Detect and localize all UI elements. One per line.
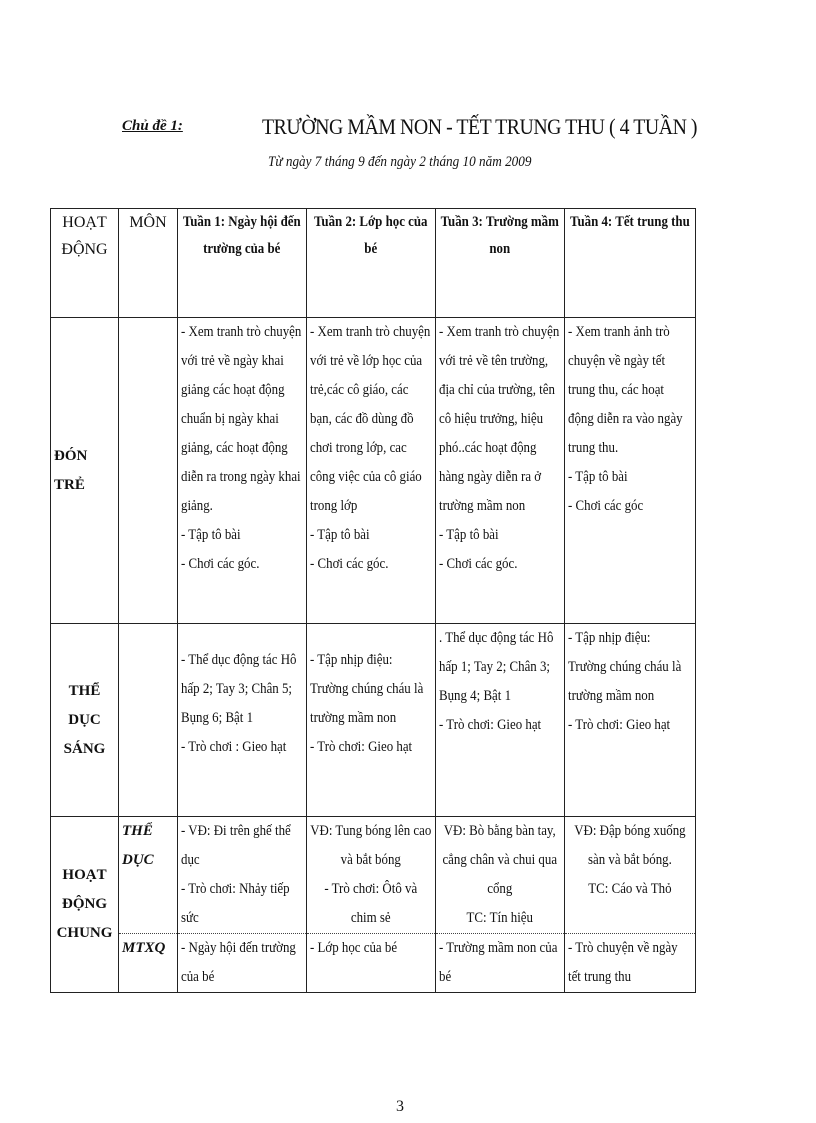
mon-cell-empty	[119, 624, 178, 817]
header-week-3	[436, 209, 565, 318]
header-week-1-text: Tuần 1: Ngày hội đến trường của bé	[183, 214, 301, 257]
mtxq-week-1-text: - Ngày hội đến trường của bé	[181, 940, 296, 985]
don-tre-week-2-text: - Xem tranh trò chuyện với trẻ về lớp học của trẻ,các cô giáo, các bạn, các đồ dùng đồ chơi trong lớp, cac công việc của cô giáo trong lớp - Tập tô bài - Chơi các góc.	[310, 324, 431, 572]
don-tre-week-1-text: - Xem tranh trò chuyện với trẻ về ngày khai giảng các hoạt động chuẩn bị ngày khai giảng, các hoạt động diễn ra trong ngày khai giảng. - Tập tô bài - Chơi các góc.	[181, 324, 302, 572]
the-duc-week-2	[307, 817, 436, 934]
mon-mtxq: MTXQ	[119, 934, 178, 993]
mtxq-week-1	[178, 934, 307, 993]
the-duc-week-4	[565, 817, 696, 934]
the-duc-sang-week-4-text: - Tập nhịp điệu: Trường chúng cháu là trường mầm non - Trò chơi: Gieo hạt	[568, 630, 682, 733]
table-row-don-tre	[51, 318, 696, 624]
row-label-the-duc-sang: THỂ DỤC SÁNG	[51, 624, 119, 817]
the-duc-week-1	[178, 817, 307, 934]
the-duc-week-3-text: VĐ: Bò bằng bàn tay, cẳng chân và chui qua cổng TC: Tín hiệu	[442, 823, 558, 926]
don-tre-week-1	[178, 318, 307, 624]
header-week-2-text: Tuần 2: Lớp học của bé	[314, 214, 428, 257]
row-label-hoat-dong-chung: HOẠT ĐỘNG CHUNG	[51, 817, 119, 993]
weekly-plan-table	[50, 208, 696, 993]
table-row-the-duc	[51, 817, 696, 934]
mtxq-week-2	[307, 934, 436, 993]
header-week-3-text: Tuần 3: Trường mầm non	[440, 214, 560, 257]
topic-label: Chủ đề 1:	[122, 118, 183, 134]
header-hoat-dong: HOẠT ĐỘNG	[51, 209, 119, 318]
the-duc-sang-week-1-text: - Thể dục động tác Hô hấp 2; Tay 3; Chân 5; Bụng 6; Bật 1 - Trò chơi : Gieo hạt	[181, 652, 297, 755]
header-week-1	[178, 209, 307, 318]
mtxq-week-3	[436, 934, 565, 993]
the-duc-sang-week-1	[178, 624, 307, 817]
the-duc-sang-week-4	[565, 624, 696, 817]
don-tre-week-3	[436, 318, 565, 624]
the-duc-week-3	[436, 817, 565, 934]
don-tre-week-2	[307, 318, 436, 624]
page-title: TRƯỜNG MẦM NON - TẾT TRUNG THU ( 4 TUẦN )	[262, 114, 698, 139]
don-tre-week-4	[565, 318, 696, 624]
the-duc-week-2-text: VĐ: Tung bóng lên cao và bắt bóng - Trò chơi: Ôtô và chim sẻ	[310, 823, 432, 926]
the-duc-sang-week-2-text: - Tập nhịp điệu: Trường chúng cháu là trường mầm non - Trò chơi: Gieo hạt	[310, 652, 424, 755]
header-week-4	[565, 209, 696, 318]
mtxq-week-4	[565, 934, 696, 993]
header-week-4-text: Tuần 4: Tết trung thu	[570, 214, 690, 230]
don-tre-week-4-text: - Xem tranh ảnh trò chuyện về ngày tết trung thu, các hoạt động diễn ra vào ngày trung thu. - Tập tô bài - Chơi các góc	[568, 324, 683, 514]
the-duc-sang-week-3	[436, 624, 565, 817]
the-duc-sang-week-2	[307, 624, 436, 817]
mon-cell-empty	[119, 318, 178, 624]
mtxq-week-3-text: - Trường mầm non của bé	[439, 940, 558, 985]
mtxq-week-2-text: - Lớp học của bé	[310, 940, 398, 956]
page-number: 3	[396, 1098, 404, 1115]
table-header-row	[51, 209, 696, 318]
mon-the-duc: THỂ DỤC	[119, 817, 178, 934]
header-mon: MÔN	[119, 209, 178, 318]
date-range-subtitle: Từ ngày 7 tháng 9 đến ngày 2 tháng 10 năm 2009	[268, 154, 532, 170]
the-duc-week-4-text: VĐ: Đập bóng xuống sàn và bắt bóng. TC: Cáo và Thỏ	[574, 823, 686, 897]
mtxq-week-4-text: - Trò chuyện về ngày tết trung thu	[568, 940, 678, 985]
the-duc-sang-week-3-text: . Thể dục động tác Hô hấp 1; Tay 2; Chân 3; Bụng 4; Bật 1 - Trò chơi: Gieo hạt	[439, 630, 554, 733]
table-row-the-duc-sang	[51, 624, 696, 817]
the-duc-week-1-text: - VĐ: Đi trên ghế thể dục - Trò chơi: Nhảy tiếp sức	[181, 823, 291, 926]
table-row-mtxq	[51, 934, 696, 993]
don-tre-week-3-text: - Xem tranh trò chuyện với trẻ về tên trường, địa chỉ của trường, tên cô hiệu trưởng, hiệu phó..các hoạt động hàng ngày diễn ra ở trường mầm non - Tập tô bài - Chơi các góc.	[439, 324, 560, 572]
header-week-2	[307, 209, 436, 318]
row-label-don-tre: ĐÓN TRẺ	[51, 318, 119, 624]
